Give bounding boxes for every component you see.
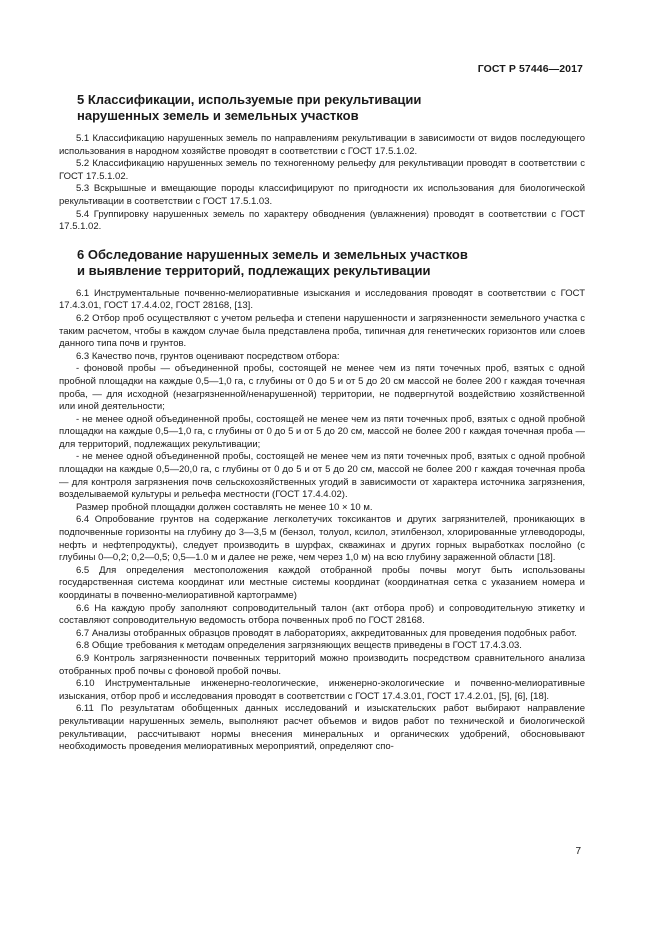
paragraph-6-2: 6.2 Отбор проб осуществляют с учетом рельефа и степени нарушенности и загрязненности земельного участка с таким расчетом, чтобы в каждом случае была представлена проба, типичная для генетических горизонтов или слоев данного типа почв и грунтов. xyxy=(59,312,585,350)
paragraph-6-5: 6.5 Для определения местоположения каждой отобранной пробы почвы могут быть использованы государственная система координат или местные системы координат (координатная сетка с указанием номера и координаты в почвенно-мелиоративной картограмме) xyxy=(59,564,585,601)
list-item-background-sample: - фоновой пробы — объединенной пробы, состоящей не менее чем из пяти точечных проб, взятых с одной пробной площадки на каждые 0,5—1,0 га, с глубины от 0 до 5 и от 5 до 20 см массой не более 200 г каждая точечная проба, — для исходной (незагрязненной/ненарушенной) территории, не подвергнутой воздействию хозяйственной или иной деятельности; xyxy=(59,363,585,413)
section-5-body xyxy=(59,133,585,234)
section-5-heading xyxy=(77,92,585,124)
paragraph-5-3: 5.3 Вскрышные и вмещающие породы классифицируют по пригодности их использования для биологической рекультивации в соответствии с ГОСТ 17.5.1.03. xyxy=(59,183,585,207)
section-5-title-line2: нарушенных земель и земельных участков xyxy=(77,108,359,123)
paragraph-6-3: 6.3 Качество почв, грунтов оценивают посредством отбора: xyxy=(76,350,340,362)
list-item-agricultural-sample: - не менее одной объединенной пробы, состоящей не менее чем из пяти точечных проб, взятых с одной пробной площадки на каждые 0,5—20,0 га, с глубины от 0 до 5 и от 5 до 20 см, массой не более 200 г каждая точечная проба — для контроля загрязнения почв сельскохозяйственных угодий в зависимости от характера источника загрязнения, возделываемой культуры и рельефа местности (ГОСТ 17.4.4.02). xyxy=(59,451,585,501)
paragraph-5-2: 5.2 Классификацию нарушенных земель по техногенному рельефу для рекультивации проводят в соответствии с ГОСТ 17.5.1.02. xyxy=(59,158,585,182)
page-number: 7 xyxy=(575,846,581,857)
paragraph-5-4: 5.4 Группировку нарушенных земель по характеру обводнения (увлажнения) проводят в соответствии с ГОСТ 17.5.1.02. xyxy=(59,208,585,233)
section-6-heading xyxy=(77,247,585,279)
paragraph-6-6: 6.6 На каждую пробу заполняют сопроводительный талон (акт отбора проб) и сопроводительную этикетку и составляют сопроводительную ведомость отбора почвенных проб по ГОСТ 28168. xyxy=(59,602,585,627)
section-6-title-line1: 6 Обследование нарушенных земель и земельных участков xyxy=(77,246,468,262)
section-5-title-line1: 5 Классификации, используемые при рекультивации xyxy=(77,92,422,107)
list-item-reclamation-sample: - не менее одной объединенной пробы, состоящей не менее чем из пяти точечных проб, взятых с одной пробной площадки на каждые 0,5—1,0 га, с глубины от 0 до 5 и от 5 до 20 см, массой не более 200 г каждая точечная проба — для территорий, подлежащих рекультивации; xyxy=(59,413,585,450)
paragraph-6-10: 6.10 Инструментальные инженерно-геологические, инженерно-экологические и почвенно-мелиоративные изыскания, отбор проб и исследования проводят в соответствии с ГОСТ 17.4.3.01, ГОСТ 17.4.2.01, [5], [6], [18]. xyxy=(59,678,585,702)
paragraph-6-1: 6.1 Инструментальные почвенно-мелиоративные изыскания и исследования проводят в соответствии с ГОСТ 17.4.3.01, ГОСТ 17.4.4.02, ГОСТ 28168, [13]. xyxy=(59,287,585,312)
document-id-header: ГОСТ Р 57446—2017 xyxy=(477,63,583,75)
paragraph-6-7: 6.7 Анализы отобранных образцов проводят в лабораториях, аккредитованных для проведения подобных работ. xyxy=(76,627,577,639)
section-6-title-line2: и выявление территорий, подлежащих рекультивации xyxy=(77,262,431,278)
paragraph-6-11: 6.11 По результатам обобщенных данных исследований и изыскательских работ выбирают направление рекультивации нарушенных земель, выполняют расчет объемов и видов работ по технической и биологической рекультивации, рассчитывают нормы внесения минеральных и органических удобрений, обосновывают необходимость проведения мелиоративных мероприятий, определяют спо- xyxy=(59,703,585,753)
paragraph-6-9: 6.9 Контроль загрязненности почвенных территорий можно производить посредством сравнительного анализа отобранных проб почвы с фоновой пробой почвы. xyxy=(59,652,585,677)
section-6-body xyxy=(59,288,585,754)
paragraph-5-1: 5.1 Классификацию нарушенных земель по направлениям рекультивации в зависимости от видов последующего использования в народном хозяйстве проводят в соответствии с ГОСТ 17.5.1.02. xyxy=(59,133,585,157)
paragraph-6-8: 6.8 Общие требования к методам определения загрязняющих веществ приведены в ГОСТ 17.4.3.03. xyxy=(76,640,522,652)
page-content xyxy=(59,92,585,754)
paragraph-plot-size: Размер пробной площадки должен составлять не менее 10 × 10 м. xyxy=(76,501,373,513)
paragraph-6-4: 6.4 Опробование грунтов на содержание легколетучих токсикантов и других загрязнителей, проникающих в подпочвенные горизонты на глубину до 3—3,5 м (бензол, толуол, ксилол, этилбензол, хлорированные углеводороды, нефть и нефтепродукты), следует производить в шурфах, скважинах и других горных выработках послойно (с глубины 0—0,2; 0,2—0,5; 0,5—1.0 м и далее не реже, чем через 1,0 м) на всю глубину зараженной области [18]. xyxy=(59,514,585,564)
